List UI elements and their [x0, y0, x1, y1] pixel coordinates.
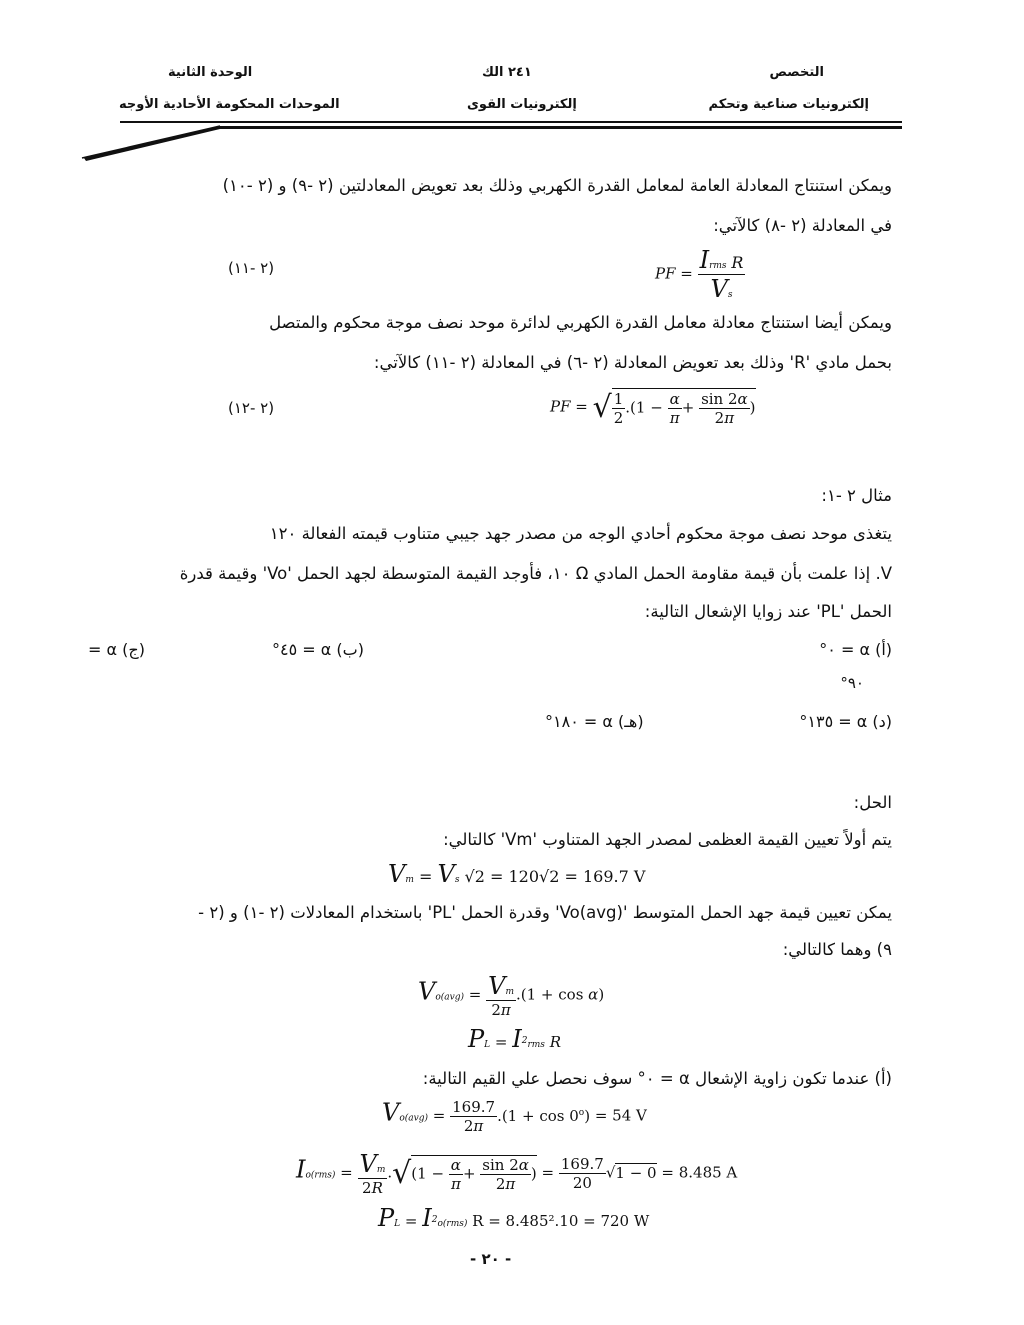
header-specialty-label: التخصص [769, 65, 824, 80]
paragraph-line: V. إذا علمت بأن قيمة مقاومة الحمل المادي Ω ١٠، فأوجد القيمة المتوسطة لجهد الحمل 'Vo' وقيمة قدرة [179, 564, 892, 583]
equation-pl-calc: PL = $I^2o(rms) R = 8.485^2.10 = 720$ W [378, 1204, 650, 1232]
option-b: (ب) α = ٤٥° [272, 640, 364, 659]
io-result: = 8.485 A [661, 1163, 738, 1182]
option-c-value: ٩٠° [840, 674, 864, 692]
equation-number: (٢ -١١) [228, 259, 275, 277]
paragraph-line: الحمل 'PL' عند زوايا الإشعال التالية: [644, 602, 892, 621]
page-number: - ٢٠ - [470, 1250, 512, 1268]
equation-pf-rms: PF = $\frac{\text{Irms R}}{Vs}$ [655, 246, 744, 303]
option-d: (د) α = ١٣٥° [799, 712, 892, 731]
option-c: (ج) α = [88, 640, 145, 659]
header-unit-title: الموحدات المحكومة الأحادية الأوجه [119, 97, 340, 112]
paragraph-line: ويمكن استنتاج المعادلة العامة لمعامل القدرة الكهربي وذلك بعد تعويض المعادلتين (٢ -٩) و (٢ -١٠) [222, 176, 892, 195]
equation-pf-alpha: PF = √ $\frac{1}{2}$ .(1 − $\frac{\alpha}{\pi}$ + $\frac{\sin 2\alpha}{2\pi}$ ) [550, 390, 756, 427]
equation-number: (٢ -١٢) [228, 399, 275, 417]
paragraph-line: (أ) عندما تكون زاوية الإشعال α = ٠° سوف نحصل علي القيم التالية: [422, 1069, 892, 1088]
vo-result: = 54 V [594, 1106, 647, 1125]
paragraph-line: يتغذى موحد نصف موجة محكوم أحادي الوجه من مصدر جهد جيبي متناوب قيمته الفعالة ١٢٠ [269, 524, 892, 543]
paragraph-line: بحمل مادي 'R' وذلك بعد تعويض المعادلة (٢ -٦) في المعادلة (٢ -١١) كالآتي: [373, 353, 892, 372]
header-course-code: ٢٤١ الك [482, 65, 532, 80]
paragraph-line: ٩) وهما كالتالي: [782, 940, 892, 959]
solution-title: الحل: [853, 793, 892, 812]
paragraph-line: في المعادلة (٢ -٨) كالآتي: [713, 216, 892, 235]
header-divider [80, 118, 905, 163]
equation-vo-avg: Vo(avg) = $\frac{Vm}{2\pi}$ .(1 + cos α) [418, 972, 605, 1019]
header-unit-label: الوحدة الثانية [168, 65, 253, 80]
paragraph-line: يمكن تعيين قيمة جهد الحمل المتوسط 'Vo(avg)' وقدرة الحمل 'PL' باستخدام المعادلات (٢ -١) و (٢ - [198, 903, 892, 922]
paragraph-line: يتم أولاً تعيين القيمة العظمى لمصدر الجهد المتناوب 'Vm' كالتالي: [443, 830, 892, 849]
equation-vo-calc: Vo(avg) = $\frac{169.7}{2\pi}$ $.(1 + \cos 0^o) = 54$ V [382, 1098, 647, 1135]
equation-io-calc: Io(rms) = $\frac{Vm}{2R}$ .√(1 − $\frac{\alpha}{\pi}$ + $\frac{\sin 2\alpha}{2\pi}$ ) = $\frac{169.7}{20}$ √1 − 0 = 8.485 A [296, 1150, 738, 1197]
pl-result: R = 8.485².10 = 720 W [472, 1212, 650, 1230]
option-e: (هـ) α = ١٨٠° [545, 712, 644, 731]
header-specialty-value: إلكترونيات صناعية وتحكم [708, 97, 869, 112]
equation-vm: Vm = Vs √2 = 120√2 = 169.7 V [388, 860, 646, 888]
paragraph-line: ويمكن أيضا استنتاج معادلة معامل القدرة الكهربي لدائرة موحد نصف موجة محكوم والمتصل [269, 313, 892, 332]
vm-result: = 120√2 = 169.7 V [489, 867, 646, 886]
option-a: (أ) α = ٠° [819, 640, 892, 659]
equation-pl: PL = $I^2rms$ R [468, 1025, 561, 1053]
example-title: مثال ٢ -١: [821, 486, 892, 505]
header-course-name: إلكترونيات القوى [467, 97, 577, 112]
